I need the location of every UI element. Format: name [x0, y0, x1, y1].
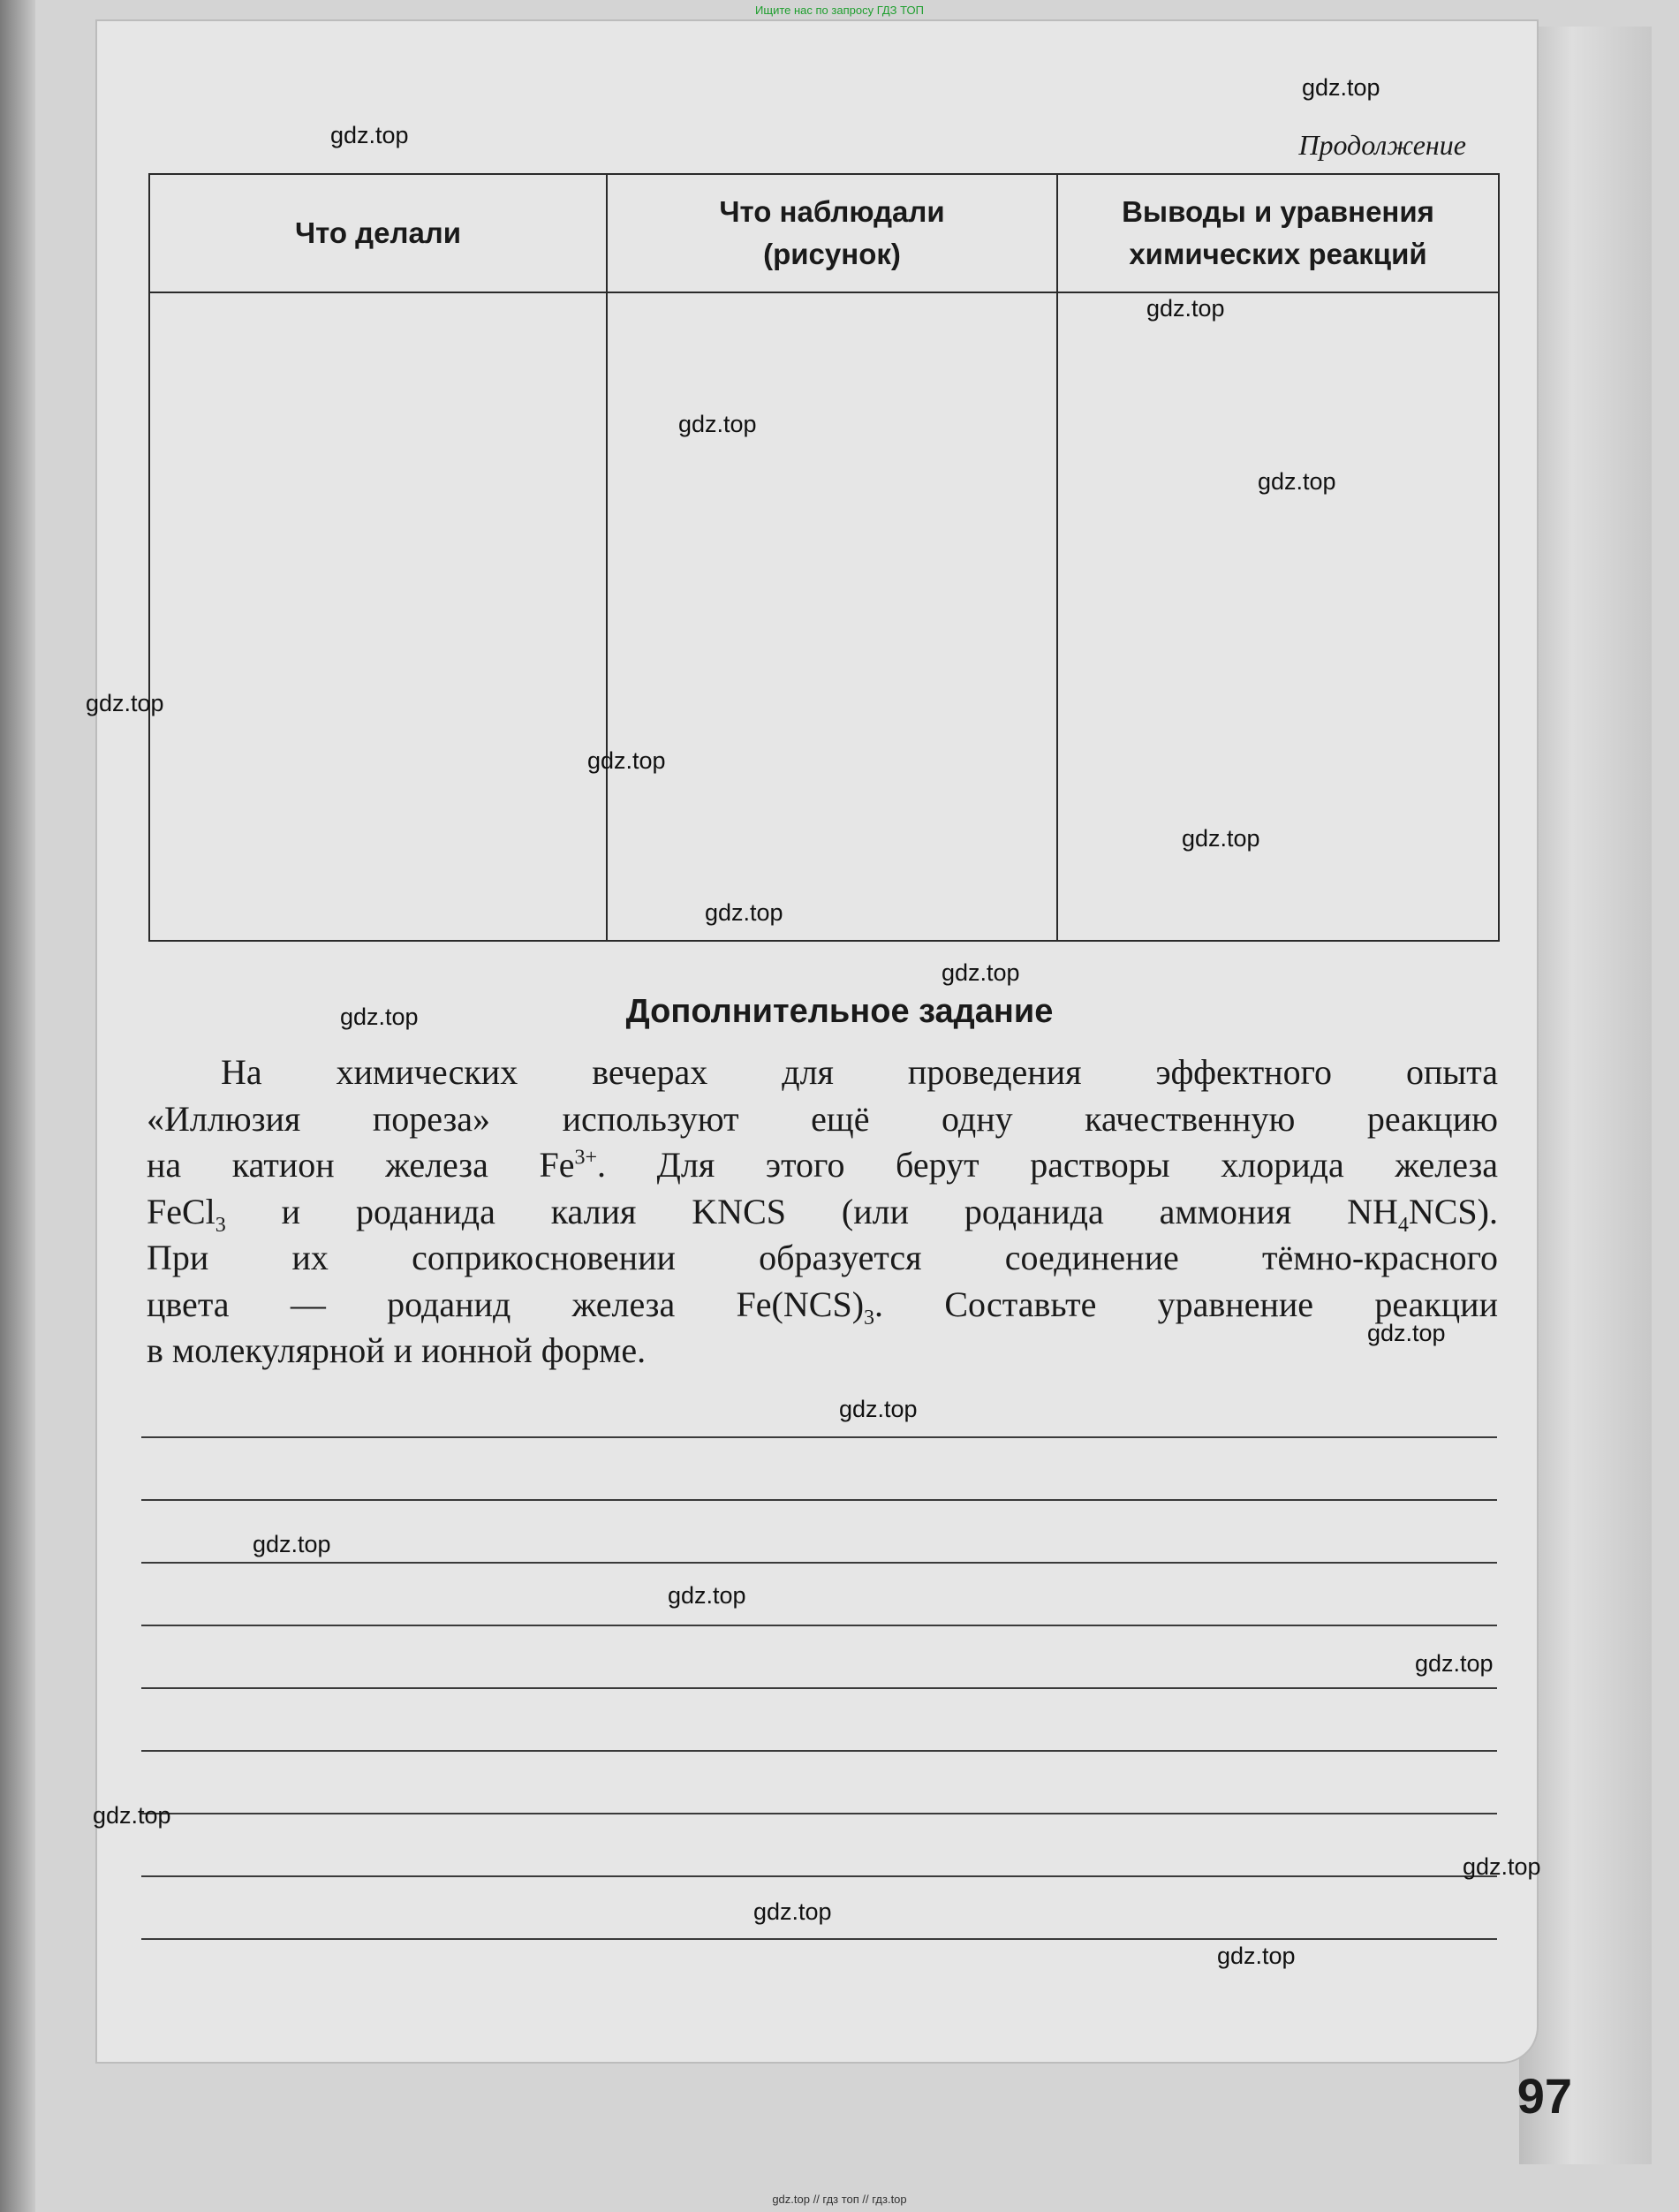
task-line-3: на катион железа $Fe^{3+}$. Для этого берут растворы хлорида железа: [147, 1145, 1499, 1185]
watermark-text: gdz.top: [705, 899, 783, 926]
column-header-observations: Что наблюдали (рисунок): [607, 174, 1057, 292]
task-line-5: При их соприкосновении образуется соединение тёмно-красного: [147, 1238, 1498, 1277]
additional-task-text: [147, 1049, 1498, 1375]
watermark-text: gdz.top: [678, 411, 757, 437]
answer-line[interactable]: [141, 1875, 1497, 1877]
task-line-1: На химических вечерах для проведения эффектного опыта: [221, 1052, 1498, 1092]
watermark-text: gdz.top: [1463, 1853, 1541, 1880]
task-line-2: «Иллюзия пореза» используют ещё одну качественную реакцию: [147, 1098, 1498, 1139]
table-cell-actions[interactable]: [149, 292, 607, 941]
continuation-label: Продолжение: [1298, 129, 1466, 161]
watermark-text: gdz.top: [86, 690, 164, 716]
watermark-text: gdz.top: [1146, 295, 1225, 322]
watermark-text: gdz.top: [1367, 1320, 1446, 1346]
table-cell-observations[interactable]: [607, 292, 1057, 941]
task-line-7: в молекулярной и ионной форме.: [147, 1330, 647, 1370]
answer-line[interactable]: [141, 1436, 1497, 1438]
watermark-text: gdz.top: [1258, 468, 1336, 495]
book-spine-shadow: [0, 0, 35, 2212]
watermark-text: gdz.top: [753, 1898, 832, 1925]
bottom-banner[interactable]: gdz.top // гдз топ // гдз.top: [772, 2193, 907, 2206]
answer-line[interactable]: [141, 1625, 1497, 1626]
watermark-text: gdz.top: [1415, 1650, 1494, 1677]
answer-line[interactable]: [141, 1750, 1497, 1752]
iron-charge: 3+: [574, 1146, 598, 1170]
watermark-text: gdz.top: [340, 1004, 419, 1030]
task-line-6: цвета — роданид железа $Fe(NCS)_3$. Составьте уравнение реакции: [147, 1284, 1498, 1329]
page-edge: [1519, 27, 1652, 2164]
column-header-actions: Что делали: [149, 174, 607, 292]
table-row: [149, 292, 1499, 941]
watermark-text: gdz.top: [253, 1531, 331, 1557]
answer-line[interactable]: [141, 1499, 1497, 1501]
observation-table: [148, 173, 1500, 942]
watermark-text: gdz.top: [942, 959, 1020, 986]
watermark-text: gdz.top: [1217, 1943, 1296, 1969]
answer-line[interactable]: [141, 1562, 1497, 1564]
task-line-4: FeCl$_3$ и роданида калия KNCS (или роданида аммония $NH_4NCS$).: [147, 1191, 1498, 1237]
watermark-text: gdz.top: [1182, 825, 1260, 852]
top-banner[interactable]: Ищите нас по запросу ГДЗ ТОП: [755, 4, 924, 17]
watermark-text: gdz.top: [93, 1802, 171, 1829]
page-number: 97: [1516, 2068, 1572, 2124]
watermark-text: gdz.top: [1302, 74, 1380, 101]
watermark-text: gdz.top: [330, 122, 409, 148]
watermark-text: gdz.top: [839, 1396, 918, 1422]
table-cell-conclusions[interactable]: [1057, 292, 1499, 941]
answer-line[interactable]: [141, 1813, 1497, 1814]
additional-task-title: Дополнительное задание: [625, 993, 1054, 1030]
watermark-text: gdz.top: [587, 747, 666, 774]
answer-line[interactable]: [141, 1938, 1497, 1940]
table-header-row: [149, 174, 1499, 292]
answer-line[interactable]: [141, 1687, 1497, 1689]
column-header-conclusions: Выводы и уравнения химических реакций: [1057, 174, 1499, 292]
watermark-text: gdz.top: [668, 1582, 746, 1609]
